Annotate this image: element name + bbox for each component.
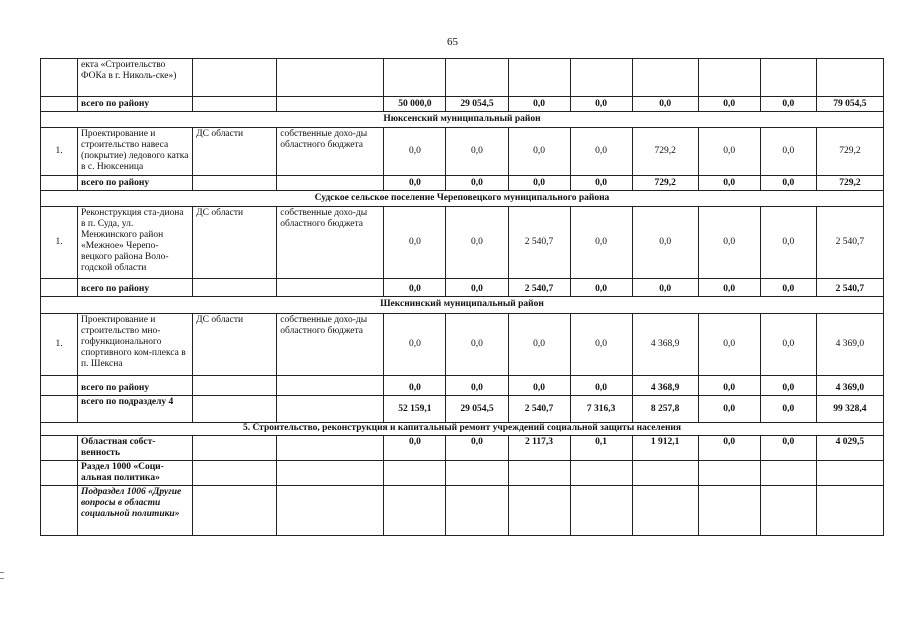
value-cell: 0,0 [698, 128, 760, 176]
value-cell: 0,0 [570, 128, 632, 176]
project-name: екта «Строительство ФОКа в г. Николь-ске») [78, 59, 193, 97]
total-row [41, 279, 884, 297]
value-cell: 729,2 [816, 176, 883, 191]
customer: ДС области [193, 314, 277, 376]
row-index: 1. [41, 207, 78, 279]
value-cell: 0,0 [384, 207, 446, 279]
funding-source: собственные дохо-ды областного бюджета [277, 207, 384, 279]
value-cell: 0,0 [446, 207, 508, 279]
value-cell: 0,0 [698, 279, 760, 297]
value-cell: 0,0 [760, 376, 816, 396]
value-cell: 0,0 [384, 176, 446, 191]
value-cell: 0,0 [632, 97, 698, 112]
razdel-label: Раздел 1000 «Соци-альная политика» [78, 461, 193, 486]
value-cell: 0,0 [384, 279, 446, 297]
total-label: всего по району [78, 279, 193, 297]
value-cell: 0,0 [508, 314, 570, 376]
value-cell: 0,0 [508, 128, 570, 176]
value-cell: 0,0 [384, 436, 446, 461]
value-cell: 0,0 [760, 176, 816, 191]
value-cell: 0,0 [384, 128, 446, 176]
total-label: всего по району [78, 97, 193, 112]
value-cell: 0,0 [698, 314, 760, 376]
table-row [41, 207, 884, 279]
value-cell: 0,0 [508, 176, 570, 191]
page-number: 65 [447, 36, 458, 48]
section-header [41, 423, 884, 436]
project-name: Проектирование и строительство мно-гофункционального спортивного ком-плекса в п. Шексна [78, 314, 193, 376]
value-cell: 0,0 [760, 396, 816, 423]
value-cell: 8 257,8 [632, 396, 698, 423]
value-cell: 0,0 [446, 128, 508, 176]
scan-mark [0, 572, 4, 573]
value-cell: 0,0 [446, 279, 508, 297]
value-cell: 0,0 [508, 376, 570, 396]
customer: ДС области [193, 128, 277, 176]
value-cell: 2 540,7 [508, 396, 570, 423]
value-cell: 52 159,1 [384, 396, 446, 423]
value-cell: 0,0 [632, 279, 698, 297]
value-cell: 0,0 [760, 279, 816, 297]
section-title: 5. Строительство, реконструкция и капитальный ремонт учреждений социальной защиты населения [41, 423, 884, 436]
value-cell: 4 368,9 [632, 314, 698, 376]
value-cell: 0,0 [446, 176, 508, 191]
budget-table [40, 58, 884, 536]
table-row [41, 314, 884, 376]
value-cell: 0,0 [570, 314, 632, 376]
value-cell: 0,0 [760, 314, 816, 376]
value-cell: 4 369,0 [816, 314, 883, 376]
podrazdel-label: Подраздел 1006 «Другие вопросы в области социальной политики» [78, 486, 193, 536]
value-cell: 0,0 [698, 176, 760, 191]
row-index: 1. [41, 314, 78, 376]
value-cell: 0,0 [508, 97, 570, 112]
value-cell: 0,0 [698, 396, 760, 423]
value-cell: 0,0 [760, 436, 816, 461]
project-name: Проектирование и строительство навеса (покрытие) ледового катка в с. Нюксеница [78, 128, 193, 176]
total-row [41, 97, 884, 112]
value-cell: 2 540,7 [508, 279, 570, 297]
total-label: всего по району [78, 376, 193, 396]
value-cell: 2 540,7 [508, 207, 570, 279]
value-cell: 0,0 [570, 97, 632, 112]
value-cell: 0,0 [698, 436, 760, 461]
value-cell: 0,0 [698, 97, 760, 112]
subsection-total-row [41, 396, 884, 423]
value-cell: 0,0 [760, 207, 816, 279]
value-cell: 0,0 [760, 128, 816, 176]
value-cell: 0,0 [446, 436, 508, 461]
value-cell: 0,0 [570, 376, 632, 396]
subsection-total-label: всего по подразделу 4 [78, 396, 193, 423]
value-cell: 1 912,1 [632, 436, 698, 461]
value-cell: 2 540,7 [816, 279, 883, 297]
value-cell: 2 117,3 [508, 436, 570, 461]
regional-ownership-label: Областная собст-венность [78, 436, 193, 461]
value-cell: 4 368,9 [632, 376, 698, 396]
project-name: Реконструкция ста-диона в п. Суда, ул. Менжинского район «Межное» Черепо-вецкого района Воло-годской области [78, 207, 193, 279]
value-cell: 29 054,5 [446, 97, 508, 112]
value-cell: 7 316,3 [570, 396, 632, 423]
value-cell: 729,2 [816, 128, 883, 176]
section-title: Судское сельское поселение Череповецкого муниципального района [41, 191, 884, 207]
value-cell: 0,0 [760, 97, 816, 112]
value-cell: 0,1 [570, 436, 632, 461]
value-cell: 0,0 [570, 279, 632, 297]
table-row [41, 486, 884, 536]
table-row [41, 59, 884, 97]
value-cell: 0,0 [446, 314, 508, 376]
funding-source: собственные дохо-ды областного бюджета [277, 128, 384, 176]
value-cell: 4 369,0 [816, 376, 883, 396]
value-cell: 29 054,5 [446, 396, 508, 423]
value-cell: 729,2 [632, 176, 698, 191]
value-cell: 0,0 [698, 376, 760, 396]
scan-mark [0, 578, 4, 579]
table-row [41, 461, 884, 486]
funding-source: собственные дохо-ды областного бюджета [277, 314, 384, 376]
table-row [41, 436, 884, 461]
value-cell: 729,2 [632, 128, 698, 176]
section-title: Шекснинский муниципальный район [41, 297, 884, 314]
value-cell: 79 054,5 [816, 97, 883, 112]
section-header [41, 112, 884, 128]
value-cell: 99 328,4 [816, 396, 883, 423]
section-title: Нюксенский муниципальный район [41, 112, 884, 128]
total-label: всего по району [78, 176, 193, 191]
value-cell: 0,0 [446, 376, 508, 396]
value-cell: 0,0 [570, 176, 632, 191]
table-row [41, 128, 884, 176]
value-cell: 4 029,5 [816, 436, 883, 461]
value-cell: 2 540,7 [816, 207, 883, 279]
section-header [41, 297, 884, 314]
value-cell: 0,0 [384, 376, 446, 396]
total-row [41, 176, 884, 191]
section-header [41, 191, 884, 207]
row-index: 1. [41, 128, 78, 176]
total-row [41, 376, 884, 396]
value-cell: 0,0 [384, 314, 446, 376]
value-cell: 0,0 [570, 207, 632, 279]
value-cell: 0,0 [698, 207, 760, 279]
value-cell: 50 000,0 [384, 97, 446, 112]
customer: ДС области [193, 207, 277, 279]
value-cell: 0,0 [632, 207, 698, 279]
